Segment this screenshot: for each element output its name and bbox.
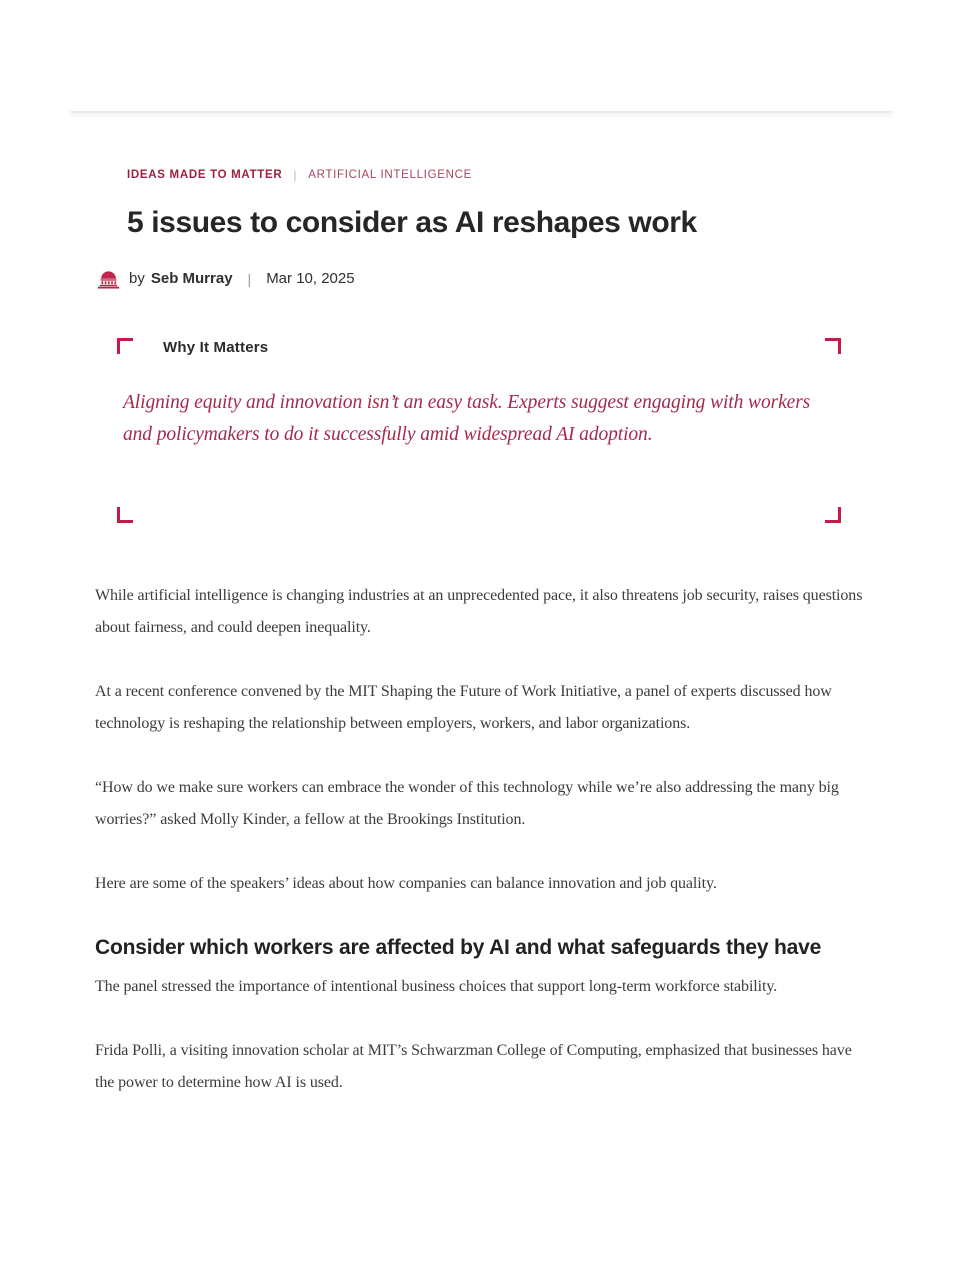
- corner-bracket-top-left-icon: [117, 338, 133, 354]
- why-it-matters-callout: [117, 338, 841, 523]
- content-top-shadow: [70, 111, 893, 113]
- corner-bracket-bottom-left-icon: [117, 507, 133, 523]
- page-title: 5 issues to consider as AI reshapes work: [127, 206, 697, 239]
- paragraph: At a recent conference convened by the MIT Shaping the Future of Work Initiative, a panel of experts discussed how technology is reshaping the relationship between employers, workers, and labor organizations.: [95, 683, 832, 732]
- byline-separator: |: [247, 271, 252, 287]
- article-body: [95, 580, 865, 1099]
- publish-date: Mar 10, 2025: [266, 270, 355, 287]
- byline: [97, 269, 865, 289]
- breadcrumb-separator: |: [293, 168, 298, 182]
- article-header: [127, 0, 865, 289]
- section-heading: Consider which workers are affected by AI and what safeguards they have: [95, 936, 822, 959]
- publication-link[interactable]: IDEAS MADE TO MATTER: [127, 169, 283, 181]
- corner-bracket-top-right-icon: [825, 338, 841, 354]
- paragraph: Frida Polli, a visiting innovation scholar at MIT’s Schwarzman College of Computing, emphasized that businesses have the power to determine how AI is used.: [95, 1042, 852, 1091]
- paragraph: While artificial intelligence is changing industries at an unprecedented pace, it also threatens job security, raises questions about fairness, and could deepen inequality.: [95, 587, 863, 636]
- byline-prefix: by: [129, 270, 145, 287]
- mit-dome-icon: [97, 270, 120, 289]
- topic-link[interactable]: ARTIFICIAL INTELLIGENCE: [308, 169, 472, 181]
- paragraph: “How do we make sure workers can embrace the wonder of this technology while we’re also addressing the many big worries?” asked Molly Kinder, a fellow at the Brookings Institution.: [95, 779, 839, 828]
- why-it-matters-label: Why It Matters: [163, 339, 269, 356]
- breadcrumb: [127, 168, 865, 182]
- why-it-matters-text: Aligning equity and innovation isn’t an easy task. Experts suggest engaging with workers and policymakers to do it successfully amid widespread AI adoption.: [123, 392, 811, 445]
- corner-bracket-bottom-right-icon: [825, 507, 841, 523]
- author-link[interactable]: Seb Murray: [150, 270, 233, 287]
- paragraph: Here are some of the speakers’ ideas about how companies can balance innovation and job quality.: [95, 875, 717, 892]
- paragraph: The panel stressed the importance of intentional business choices that support long-term workforce stability.: [95, 978, 778, 995]
